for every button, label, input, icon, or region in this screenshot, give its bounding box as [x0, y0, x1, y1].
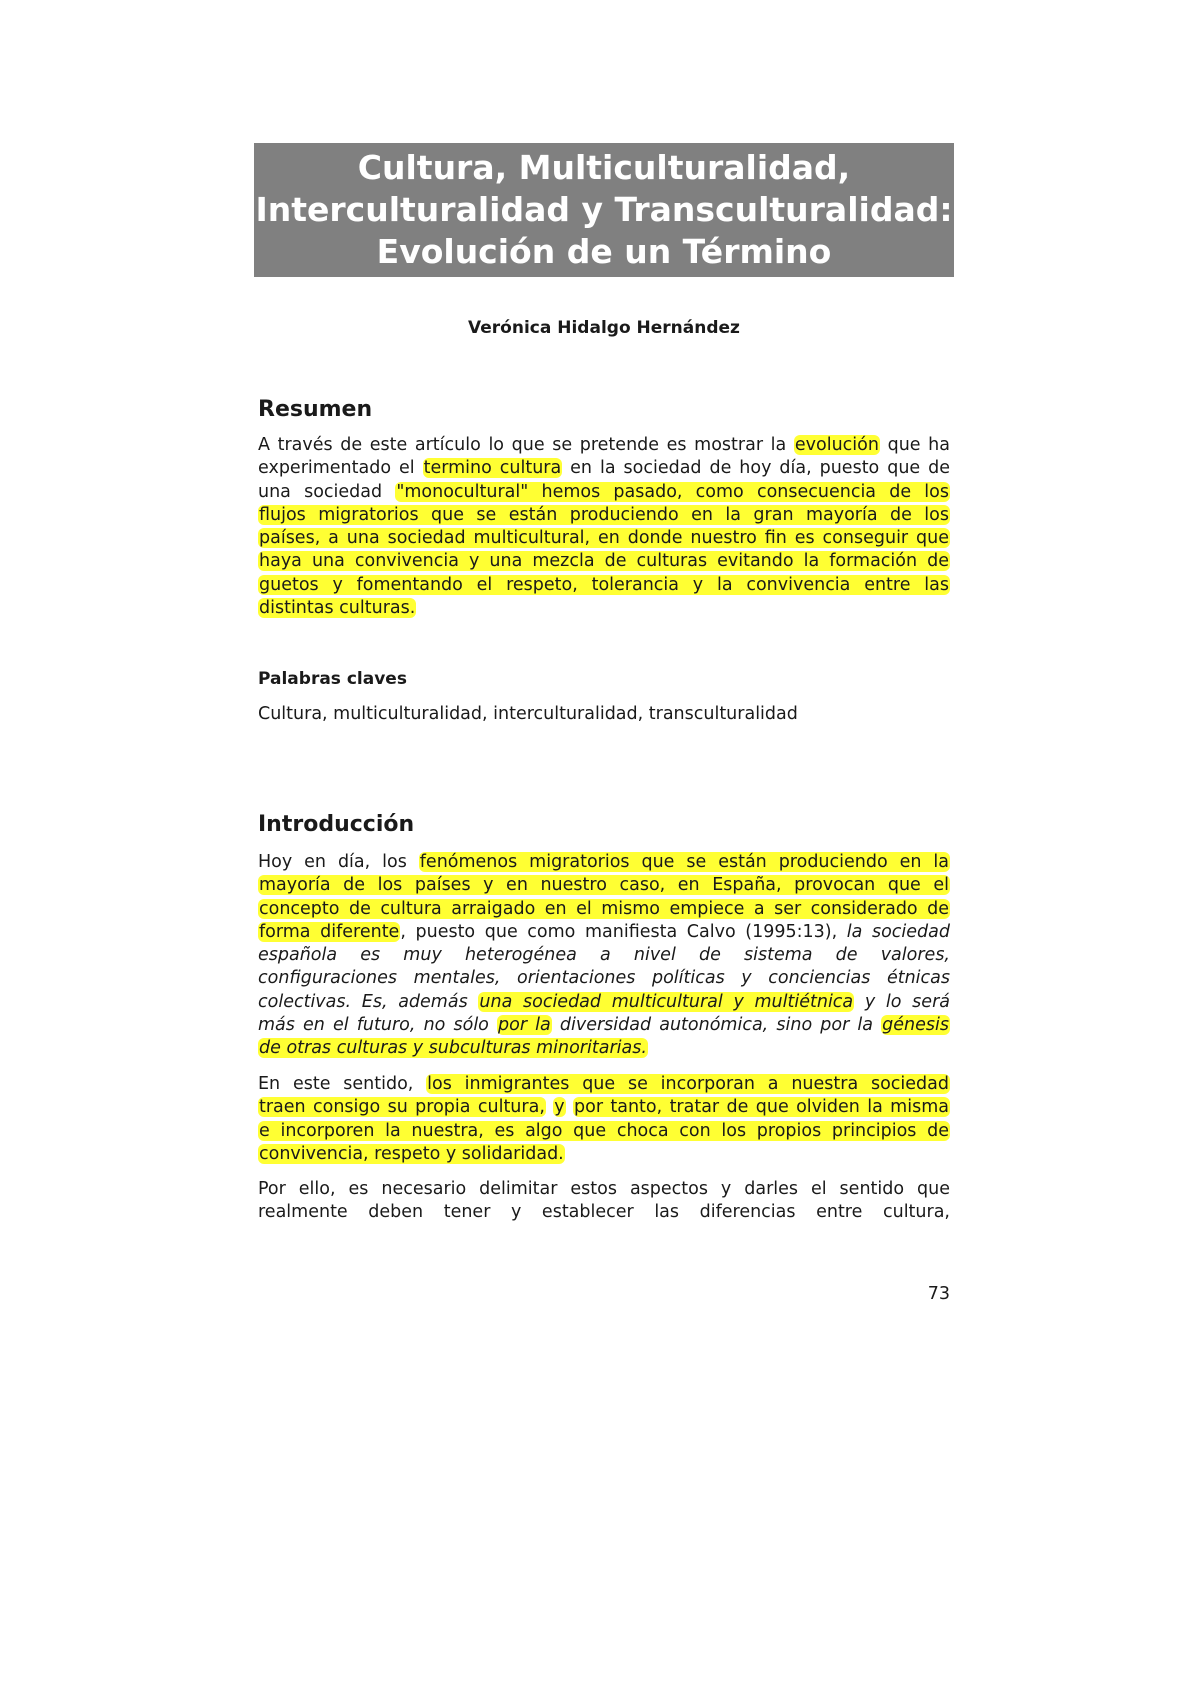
- abstract-body: [258, 434, 950, 620]
- highlighted-text: por la: [498, 1015, 551, 1036]
- author-name: Verónica Hidalgo Hernández: [468, 318, 740, 338]
- keywords-text: Cultura, multiculturalidad, interculturalidad, transculturalidad: [258, 704, 798, 724]
- highlighted-text: flujos migratorios que se están produciendo en la gran mayoría de los: [259, 504, 949, 525]
- text-line: [258, 851, 950, 874]
- highlighted-text: guetos y fomentando el respeto, tolerancia y la convivencia entre las: [259, 574, 949, 595]
- introduction-heading: Introducción: [258, 812, 415, 837]
- title-line-2: Interculturalidad y Transculturalidad:: [255, 190, 953, 229]
- highlighted-text: génesis: [882, 1015, 949, 1036]
- highlighted-text: mayoría de los países y en nuestro caso, en España, provocan que el: [259, 875, 949, 896]
- keywords-heading: Palabras claves: [258, 669, 407, 689]
- text-run: española es muy heterogénea a nivel de sistema de valores,: [258, 945, 950, 966]
- text-line: [258, 527, 950, 550]
- text-run: colectivas. Es, además: [258, 991, 479, 1012]
- text-line: [258, 1096, 950, 1119]
- page-number: 73: [927, 1284, 950, 1304]
- text-line: [258, 967, 950, 990]
- text-line: [258, 1201, 950, 1224]
- text-run: la sociedad: [846, 921, 950, 942]
- highlighted-text: concepto de cultura arraigado en el mismo empiece a ser considerado de: [259, 898, 949, 919]
- text-run: una sociedad: [258, 481, 396, 502]
- text-run: diversidad autonómica, sino por la: [551, 1015, 882, 1036]
- title-banner: [254, 143, 954, 277]
- highlighted-text: e incorporen la nuestra, es algo que choca con los propios principios de: [259, 1120, 949, 1141]
- text-line: [258, 434, 950, 457]
- highlighted-text: evolución: [794, 435, 879, 455]
- text-run: y lo será: [854, 991, 950, 1012]
- text-line: [258, 597, 950, 620]
- highlighted-text: forma diferente: [259, 921, 400, 942]
- intro-paragraph-2: [258, 1073, 950, 1166]
- text-line: [258, 944, 950, 967]
- abstract-heading: Resumen: [258, 397, 373, 422]
- text-line: [258, 1120, 950, 1143]
- highlighted-text: convivencia, respeto y solidaridad.: [259, 1143, 564, 1164]
- text-line: [258, 1073, 950, 1096]
- text-run: realmente deben tener y establecer las diferencias entre cultura,: [258, 1202, 950, 1223]
- text-run: configuraciones mentales, orientaciones políticas y conciencias étnicas: [258, 968, 950, 989]
- text-line: [258, 1014, 950, 1037]
- highlighted-text: por tanto, tratar de que olviden la misma: [574, 1097, 949, 1118]
- highlighted-text: haya una convivencia y una mezcla de culturas evitando la formación de: [259, 551, 949, 572]
- text-line: [258, 481, 950, 504]
- text-line: [258, 550, 950, 573]
- text-run: En este sentido,: [258, 1074, 427, 1094]
- text-line: [258, 991, 950, 1014]
- highlighted-text: "monocultural" hemos pasado, como consecuencia de los: [396, 481, 949, 502]
- text-run: , puesto que como manifiesta Calvo (1995:13),: [400, 921, 847, 942]
- text-run: Por ello, es necesario delimitar estos aspectos y darles el sentido que: [258, 1179, 950, 1199]
- highlighted-text: países, a una sociedad multicultural, en donde nuestro fin es conseguir que: [259, 528, 949, 549]
- text-line: [258, 574, 950, 597]
- highlighted-text: distintas culturas.: [259, 598, 416, 619]
- title-line-3: Evolución de un Término: [376, 232, 832, 271]
- highlighted-text: traen consigo su propia cultura,: [259, 1097, 545, 1118]
- text-line: [258, 1143, 950, 1166]
- text-line: [258, 504, 950, 527]
- highlighted-text: y: [554, 1097, 565, 1118]
- text-line: [258, 1037, 950, 1060]
- highlighted-text: de otras culturas y subculturas minoritarias.: [259, 1038, 647, 1059]
- text-run: A través de este artículo lo que se pretende es mostrar la: [258, 435, 794, 455]
- highlighted-text: termino cultura: [423, 458, 562, 479]
- intro-paragraph-1: [258, 851, 950, 1061]
- text-line: [258, 874, 950, 897]
- text-line: [258, 457, 950, 480]
- highlighted-text: fenómenos migratorios que se están produciendo en la: [419, 852, 949, 872]
- text-run: experimentado el: [258, 458, 423, 479]
- text-line: [258, 898, 950, 921]
- intro-paragraph-3: [258, 1178, 950, 1225]
- text-run: más en el futuro, no sólo: [258, 1015, 498, 1036]
- text-run: Hoy en día, los: [258, 852, 419, 872]
- text-run: que ha: [879, 435, 950, 455]
- highlighted-text: una sociedad multicultural y multiétnica: [479, 991, 854, 1012]
- highlighted-text: los inmigrantes que se incorporan a nuestra sociedad: [427, 1074, 949, 1094]
- title-line-1: Cultura, Multiculturalidad,: [357, 148, 851, 187]
- text-run: en la sociedad de hoy día, puesto que de: [562, 458, 951, 479]
- text-run: [566, 1097, 573, 1117]
- text-line: [258, 921, 950, 944]
- text-line: [258, 1178, 950, 1201]
